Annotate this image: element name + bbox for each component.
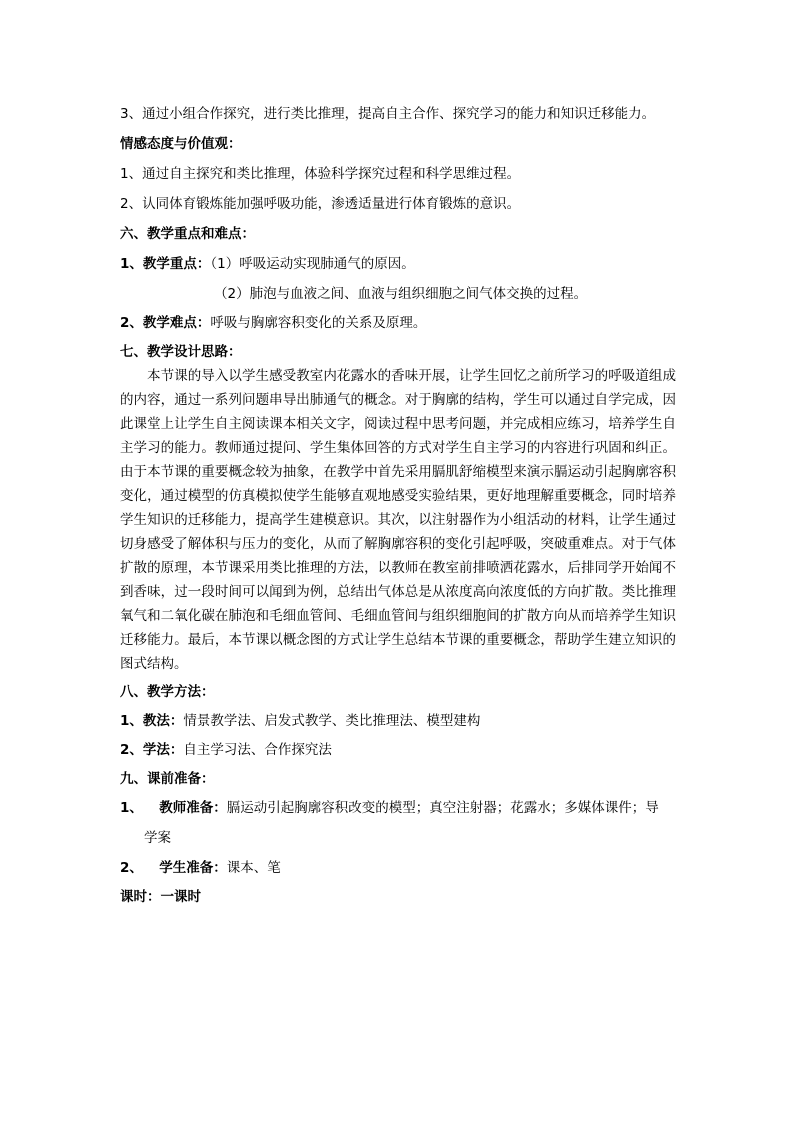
design-paragraph: 本节课的导入以学生感受教室内花露水的香味开展，让学生回忆之前所学习的呼吸道组成的内容，通过一系列问题串导出肺通气的概念。对于胸廓的结构，学生可以通过自学完成，因此课堂上让学生自主阅读课本相关文字，阅读过程中思考问题，并完成相应练习，培养学生自主学习的能力。教师通过提问、学生集体回答的方式对学生自主学习的内容进行巩固和纠正。由于本节课的重要概念较为抽象，在教学中首先采用膈肌舒缩模型来演示膈运动引起胸廓容积变化，通过模型的仿真模拟使学生能够直观地感受实验结果，更好地理解重要概念，同时培养学生知识的迁移能力，提高学生建模意识。其次，以注射器作为小组活动的材料，让学生通过切身感受了解体积与压力的变化，从而了解胸廓容积的变化引起呼吸，突破重难点。对于气体扩散的原理，本节课采用类比推理的方法，以教师在教室前排喷洒花露水，后排同学开始闻不到香味，过一段时间可以闻到为例，总结出气体总是从浓度高向浓度低的方向扩散。类比推理氧气和二氧化碳在肺泡和毛细血管间、毛细血管间与组织细胞间的扩散方向从而培养学生知识迁移能力。最后，本节课以概念图的方式让学生总结本节课的重要概念，帮助学生建立知识的图式结构。 — [120, 368, 676, 672]
difficulty-text: 呼吸与胸廓容积变化的关系及原理。 — [210, 315, 427, 331]
teacher-prep-label: 教师准备： — [159, 800, 227, 816]
section-9-heading: 九、课前准备： — [120, 771, 215, 787]
focus-item-1: （1）呼吸运动实现肺通气的原因。 — [210, 256, 415, 272]
focus-line-1 — [120, 254, 415, 274]
emotion-heading: 情感态度与价值观： — [120, 136, 242, 152]
teacher-prep-number: 1、 — [120, 800, 143, 816]
emotion-item-2: 2、认同体育锻炼能加强呼吸功能，渗透适量进行体育锻炼的意识。 — [120, 196, 521, 212]
teaching-method-label: 1、教法： — [120, 713, 184, 729]
teacher-prep-line — [120, 798, 659, 818]
teaching-method-line — [120, 711, 480, 731]
student-prep-line — [120, 858, 281, 878]
emotion-item-1: 1、通过自主探究和类比推理，体验科学探究过程和科学思维过程。 — [120, 166, 521, 182]
section-6-heading: 六、教学重点和难点： — [120, 226, 255, 242]
student-prep-text: 课本、笔 — [226, 860, 281, 876]
student-prep-number: 2、 — [120, 860, 143, 876]
teacher-prep-text: 膈运动引起胸廓容积改变的模型；真空注射器；花露水；多媒体课件；导 — [226, 800, 659, 816]
section-7-heading: 七、教学设计思路： — [120, 344, 242, 360]
section-8-heading: 八、教学方法： — [120, 684, 215, 700]
class-hours: 课时：一课时 — [120, 889, 201, 905]
learning-method-text: 自主学习法、合作探究法 — [183, 742, 332, 758]
difficulty-label: 2、教学难点： — [120, 315, 211, 331]
learning-method-label: 2、学法： — [120, 742, 184, 758]
difficulty-line — [120, 313, 426, 333]
focus-item-2: （2）肺泡与血液之间、血液与组织细胞之间气体交换的过程。 — [214, 286, 588, 302]
teaching-method-text: 情景教学法、启发式教学、类比推理法、模型建构 — [183, 713, 481, 729]
learning-method-line — [120, 740, 332, 760]
teacher-prep-continuation: 学案 — [144, 830, 171, 846]
ability-item-3: 3、通过小组合作探究，进行类比推理，提高自主合作、探究学习的能力和知识迁移能力。 — [120, 106, 656, 122]
focus-label: 1、教学重点： — [120, 256, 211, 272]
student-prep-label: 学生准备： — [159, 860, 227, 876]
